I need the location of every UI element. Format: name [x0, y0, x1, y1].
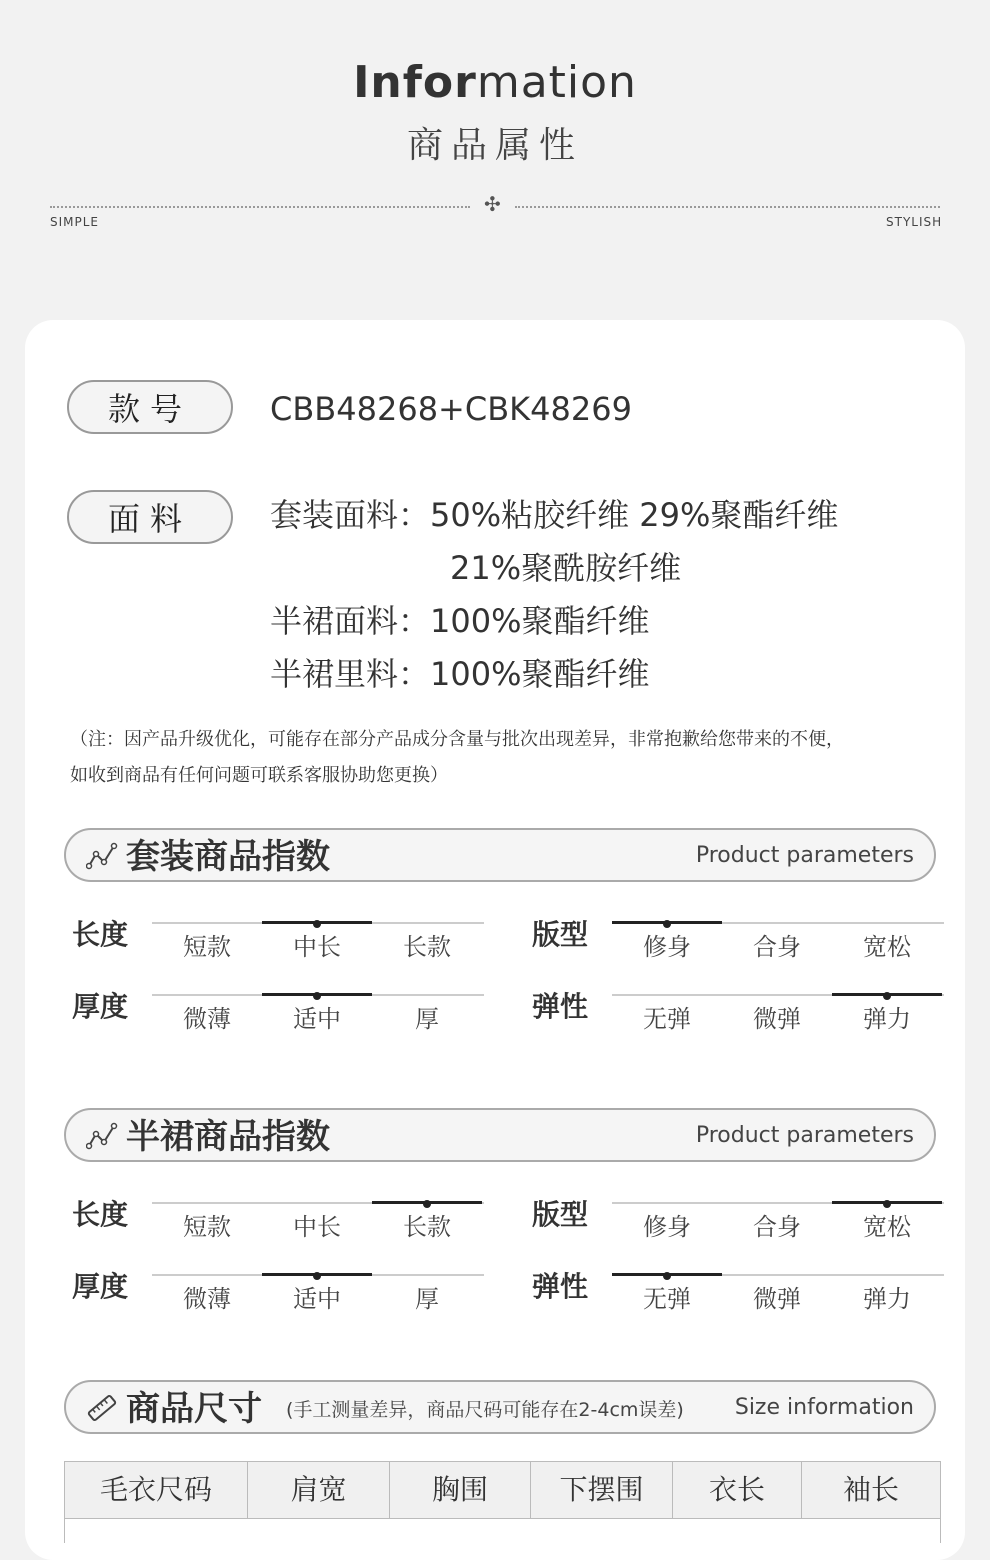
- size-table: [64, 1461, 941, 1543]
- skirt-param-option: 无弹: [643, 1285, 691, 1313]
- suit-param-option: 合身: [753, 933, 801, 961]
- col-header: 胸围: [390, 1462, 531, 1518]
- skirt-param-option: 厚: [415, 1285, 439, 1313]
- suit-param-option: 弹力: [863, 1005, 911, 1033]
- suit-param-label: 厚度: [72, 990, 129, 1023]
- suit-param-label: 弹性: [532, 990, 589, 1023]
- skirt-param-label: 长度: [72, 1198, 129, 1231]
- col-header: 衣长: [673, 1462, 802, 1518]
- fabric-line-4: 半裙里料：100%聚酯纤维: [270, 655, 650, 693]
- suit-param-option: 适中: [293, 1005, 341, 1033]
- skirt-param-label: 弹性: [532, 1270, 589, 1303]
- style-label: 款号: [67, 380, 233, 434]
- style-value: CBB48268+CBK48269: [270, 390, 632, 428]
- suit-param-marker: [883, 992, 891, 1000]
- title-bold: Infor: [353, 57, 477, 108]
- skirt-param-option: 短款: [183, 1213, 231, 1241]
- fabric-line-3: 半裙面料：100%聚酯纤维: [270, 602, 650, 640]
- col-header: 肩宽: [248, 1462, 390, 1518]
- size-header: [64, 1380, 936, 1434]
- suit-param-option: 厚: [415, 1005, 439, 1033]
- skirt-param-marker: [663, 1272, 671, 1280]
- skirt-param-marker: [313, 1272, 321, 1280]
- divider-right: [515, 206, 940, 208]
- fabric-line-1: 套装面料：50%粘胶纤维 29%聚酯纤维: [270, 496, 839, 534]
- suit-param-option: 微薄: [183, 1005, 231, 1033]
- skirt-param-option: 弹力: [863, 1285, 911, 1313]
- table-row: [65, 1518, 940, 1549]
- suit-param-option: 微弹: [753, 1005, 801, 1033]
- suit-param-marker: [313, 992, 321, 1000]
- suit-param-label: 长度: [72, 918, 129, 951]
- section-title-cn: 商品属性: [406, 125, 583, 166]
- skirt-param-label: 厚度: [72, 1270, 129, 1303]
- suit-param-option: 短款: [183, 933, 231, 961]
- size-note: (手工测量差异，商品尺码可能存在2-4cm误差): [286, 1399, 684, 1421]
- suit-index-subtitle: Product parameters: [695, 843, 914, 868]
- size-subtitle: Size information: [734, 1395, 914, 1420]
- suit-index-title: 套装商品指数: [126, 837, 330, 877]
- ruler-icon: [86, 1394, 118, 1422]
- suit-param-label: 版型: [532, 918, 589, 951]
- skirt-param-marker: [423, 1200, 431, 1208]
- title-rest: mation: [476, 57, 637, 108]
- skirt-index-subtitle: Product parameters: [695, 1123, 914, 1148]
- col-header: 毛衣尺码: [65, 1462, 248, 1518]
- suit-param-option: 长款: [403, 933, 451, 961]
- skirt-param-option: 宽松: [863, 1213, 911, 1241]
- skirt-param-option: 微薄: [183, 1285, 231, 1313]
- col-header: 下摆围: [531, 1462, 673, 1518]
- suit-param-option: 无弹: [643, 1005, 691, 1033]
- suit-param-marker: [313, 920, 321, 928]
- suit-param-option: 宽松: [863, 933, 911, 961]
- trend-icon: [86, 1122, 118, 1150]
- suit-param-option: 中长: [293, 933, 341, 961]
- section-title-en: [0, 58, 990, 108]
- note-line-1: （注：因产品升级优化，可能存在部分产品成分含量与批次出现差异，非常抱歉给您带来的不便，: [70, 729, 844, 750]
- skirt-param-option: 适中: [293, 1285, 341, 1313]
- size-title: 商品尺寸: [126, 1389, 262, 1429]
- stylish-tag: STYLISH: [886, 215, 943, 229]
- trend-icon: [86, 842, 118, 870]
- skirt-param-option: 中长: [293, 1213, 341, 1241]
- ornament-icon: ✣: [484, 192, 501, 216]
- skirt-param-option: 合身: [753, 1213, 801, 1241]
- skirt-param-option: 长款: [403, 1213, 451, 1241]
- skirt-param-label: 版型: [532, 1198, 589, 1231]
- divider-left: [50, 206, 470, 208]
- suit-param-option: 修身: [643, 933, 691, 961]
- suit-index-header: [64, 828, 936, 882]
- skirt-param-marker: [883, 1200, 891, 1208]
- col-header: 袖长: [842, 1473, 899, 1506]
- skirt-param-option: 修身: [643, 1213, 691, 1241]
- skirt-index-title: 半裙商品指数: [126, 1117, 330, 1157]
- simple-tag: SIMPLE: [50, 215, 100, 229]
- skirt-index-header: [64, 1108, 936, 1162]
- note-line-2: 如收到商品有任何问题可联系客服协助您更换）: [70, 765, 448, 786]
- fabric-line-2: 21%聚酰胺纤维: [450, 549, 682, 587]
- fabric-label: 面料: [67, 490, 233, 544]
- suit-param-marker: [663, 920, 671, 928]
- skirt-param-option: 微弹: [753, 1285, 801, 1313]
